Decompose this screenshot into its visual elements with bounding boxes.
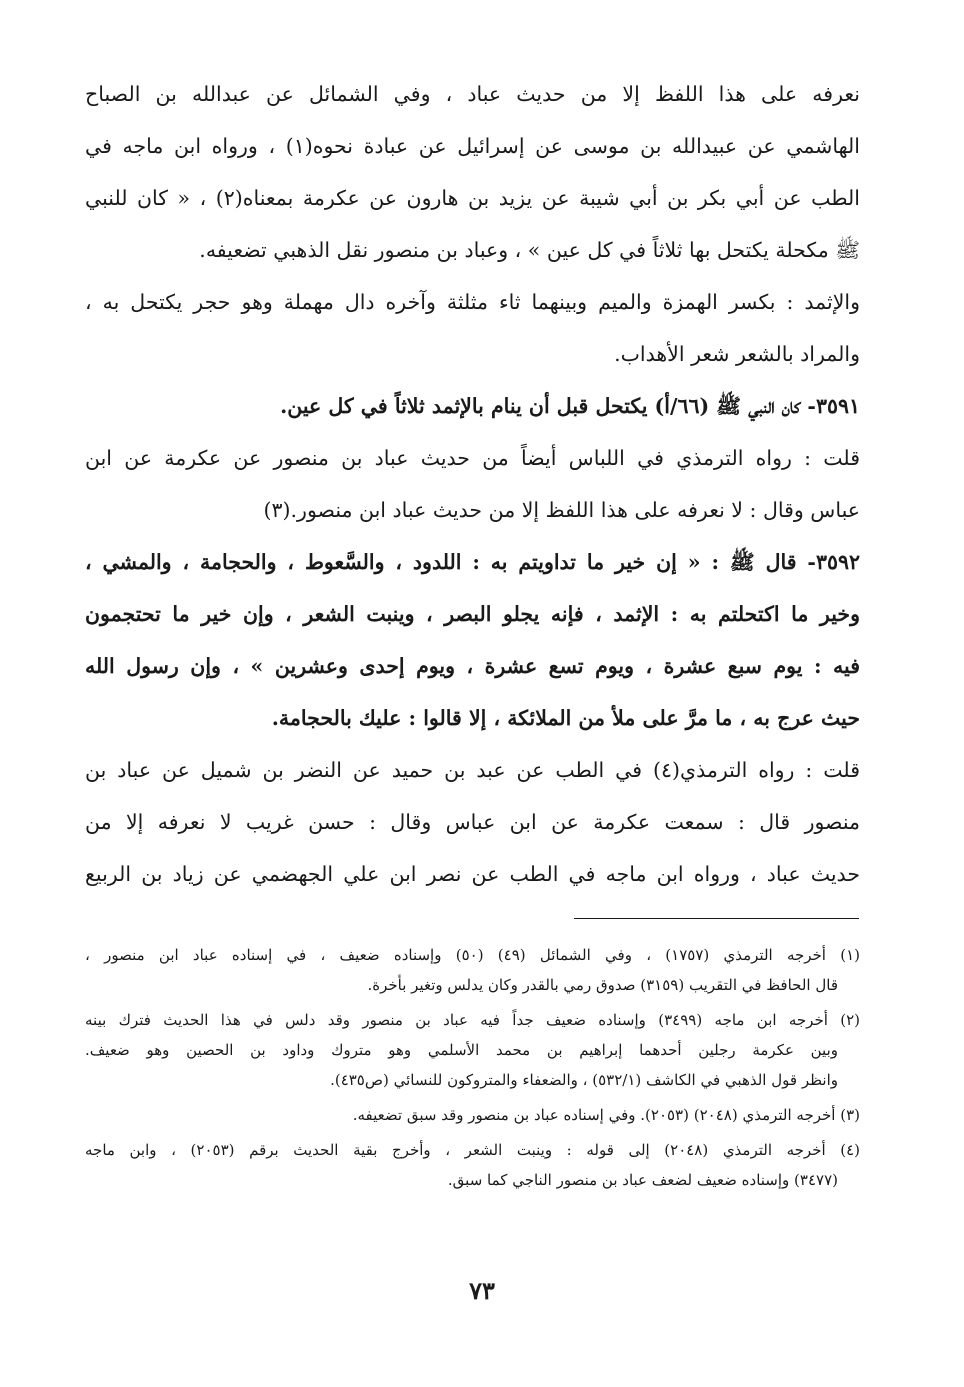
page-number: ٧٣ [469,1276,495,1305]
footnote-line: (٤) أخرجه الترمذي (٢٠٤٨) إلى قوله : وينبت الشعر ، وأخرج بقية الحديث برقم (٢٠٥٣) ، وابن ماجه [85,1141,860,1159]
body-line: والإثمد : بكسر الهمزة والميم وبينهما ثاء مثلثة وآخره دال مهملة وهو حجر يكتحل به ، [85,290,860,314]
body-line: قلت : رواه الترمذي في اللباس أيضاً من حديث عباد بن منصور عن عكرمة عن ابن [85,446,860,470]
footnote-line: (١) أخرجه الترمذي (١٧٥٧) ، وفي الشمائل (٤٩) (٥٠) وإسناده ضعيف ، في إسناده عباد ابن منصور ، [85,946,860,964]
footnote-divider [574,918,859,919]
main-text [85,68,860,900]
body-line: نعرفه على هذا اللفظ إلا من حديث عباد ، وفي الشمائل عن عبدالله بن الصباح [85,82,860,106]
hadith-3591: ٣٥٩١- كان النبي ﷺ (٦٦/أ) يكتحل قبل أن ينام بالإثمد ثلاثاً في كل عين. [280,394,860,418]
hadith-3592: وخير ما اكتحلتم به : الإثمد ، فإنه يجلو البصر ، وينبت الشعر ، وإن خير ما تحتجمون [85,602,860,626]
footnotes [85,940,860,1195]
body-line: حديث عباد ، ورواه ابن ماجه في الطب عن نصر ابن علي الجهضمي عن زياد بن الربيع [85,862,860,886]
body-line: الطب عن أبي بكر بن أبي شيبة عن يزيد بن هارون عن عكرمة بمعناه(٢) ، « كان للنبي [85,186,860,210]
footnote-line: (٣٤٧٧) وإسناده ضعيف لضعف عباد بن منصور الناجي كما سبق. [447,1171,838,1189]
body-line: والمراد بالشعر شعر الأهداب. [614,342,860,366]
hadith-3592: حيث عرج به ، ما مرَّ على ملأ من الملائكة ، إلا قالوا : عليك بالحجامة. [271,706,860,730]
body-line: الهاشمي عن عبيدالله بن موسى عن إسرائيل عن عبادة نحوه(١) ، ورواه ابن ماجه في [85,134,860,158]
body-line: عباس وقال : لا نعرفه على هذا اللفظ إلا من حديث عباد ابن منصور.(٣) [263,498,860,522]
hadith-3592: فيه : يوم سبع عشرة ، ويوم تسع عشرة ، ويوم إحدى وعشرين » ، وإن رسول الله [85,654,860,678]
body-line: ﷺ مكحلة يكتحل بها ثلاثاً في كل عين » ، وعباد بن منصور نقل الذهبي تضعيفه. [199,238,860,262]
footnote-line: (٢) أخرجه ابن ماجه (٣٤٩٩) وإسناده ضعيف جداً فيه عباد بن منصور وقد دلس في هذا الحديث فترك بينه [85,1011,860,1029]
footnote-line: وانظر قول الذهبي في الكاشف (٥٣٢/١) ، والضعفاء والمتروكون للنسائي (ص٤٣٥). [330,1071,838,1089]
footnote-line: وبين عكرمة رجلين أحدهما إبراهيم بن محمد الأسلمي وهو متروك وداود بن الحصين وهو ضعيف. [85,1041,838,1059]
body-line: قلت : رواه الترمذي(٤) في الطب عن عبد بن حميد عن النضر بن شميل عن عباد بن [85,758,860,782]
hadith-3592: ٣٥٩٢- قال ﷺ : « إن خير ما تداويتم به : اللدود ، والسَّعوط ، والحجامة ، والمشي ، [85,550,860,574]
footnote-line: (٣) أخرجه الترمذي (٢٠٤٨) (٢٠٥٣). وفي إسناده عباد بن منصور وقد سبق تضعيفه. [352,1106,860,1124]
body-line: منصور قال : سمعت عكرمة عن ابن عباس وقال : حسن غريب لا نعرفه إلا من [85,810,860,834]
footnote-line: قال الحافظ في التقريب (٣١٥٩) صدوق رمي بالقدر وكان يدلس وتغير بأخرة. [367,976,838,994]
